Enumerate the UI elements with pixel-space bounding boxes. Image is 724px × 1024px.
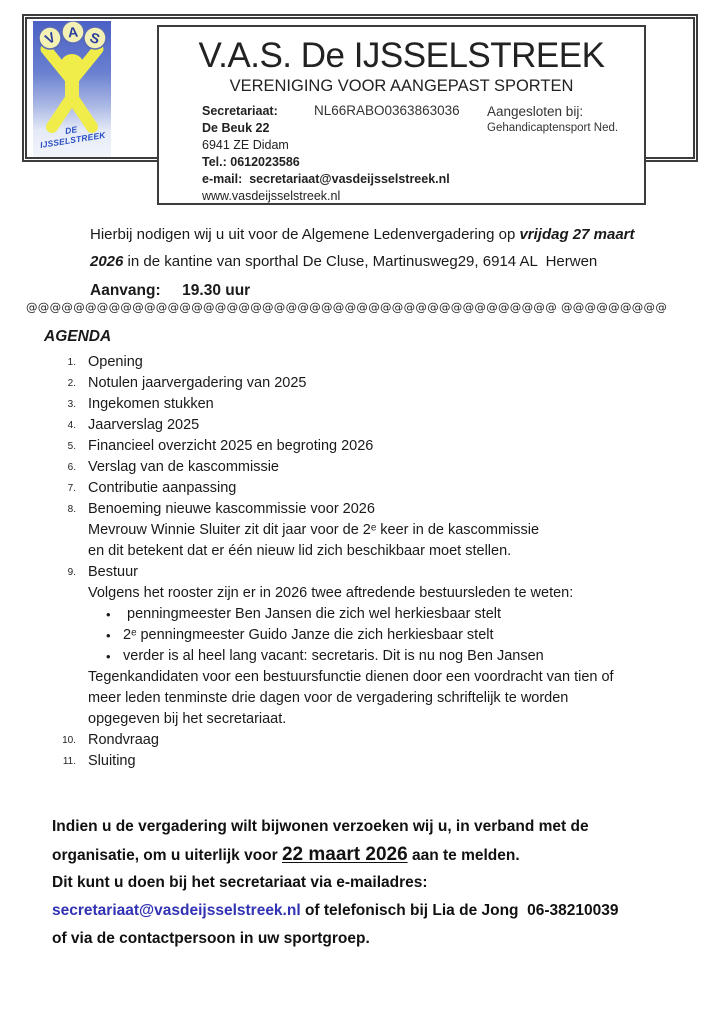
closing-line-3: Dit kunt u doen bij het secretariaat via e-mailadres: xyxy=(52,874,428,891)
logo-letter-a: A xyxy=(67,23,79,41)
agenda-item-9-bullet-3 xyxy=(0,646,724,667)
secretariat-label: Secretariaat: xyxy=(202,104,278,118)
secretariat-city: 6941 ZE Didam xyxy=(202,137,289,152)
agenda-heading: AGENDA xyxy=(44,328,112,345)
bullet-icon: • xyxy=(106,628,111,643)
meeting-date-part1: vrijdag 27 maart xyxy=(519,226,635,243)
agenda-item-3 xyxy=(0,394,724,415)
item-text: Notulen jaarvergadering van 2025 xyxy=(88,375,307,391)
iban-number: NL66RABO0363863036 xyxy=(314,103,460,118)
agenda-item-10 xyxy=(0,730,724,751)
closing-text: aan te melden. xyxy=(407,847,520,864)
agenda-item-11 xyxy=(0,751,724,772)
item-text: Tegenkandidaten voor een bestuursfunctie dienen door een voordracht van tien of xyxy=(88,669,614,685)
affiliation-value: Gehandicaptensport Ned. xyxy=(487,122,619,134)
invitation-text: Hierbij nodigen wij u uit voor de Algemene Ledenvergadering op xyxy=(90,226,520,243)
agenda-item-9-bullet-2 xyxy=(0,625,724,646)
item-text: Jaarverslag 2025 xyxy=(88,417,200,433)
secretariat-phone: Tel.: 0612023586 xyxy=(202,154,300,169)
letterhead-box xyxy=(157,25,646,205)
affiliation-block xyxy=(487,103,618,137)
item-text: opgegeven bij het secretariaat. xyxy=(88,711,287,727)
item-number: 10. xyxy=(62,735,76,746)
closing-text: organisatie, om u uiterlijk voor xyxy=(52,847,282,864)
item-text: Contributie aanpassing xyxy=(88,480,237,496)
agenda-item-9 xyxy=(0,562,724,583)
agenda-item-6 xyxy=(0,457,724,478)
item-number: 1. xyxy=(67,357,76,368)
agenda-item-9-note-1 xyxy=(0,583,724,604)
item-text: Sluiting xyxy=(88,753,136,769)
meeting-date-part2: 2026 xyxy=(90,253,124,270)
start-time-line: Aanvang: 19.30 uur xyxy=(90,282,251,299)
agenda-list xyxy=(0,352,724,772)
item-text: Benoeming nieuwe kascommissie voor 2026 xyxy=(88,501,375,517)
affiliation-label: Aangesloten bij: xyxy=(487,104,584,119)
registration-deadline: 22 maart 2026 xyxy=(281,844,408,865)
closing-line-1: Indien u de vergadering wilt bijwonen verzoeken wij u, in verband met de xyxy=(52,818,589,835)
logo-letter-v: V xyxy=(42,28,58,48)
secretariat-website: www.vasdeijsselstreek.nl xyxy=(202,188,341,203)
secretariat-email: e-mail: secretariaat@vasdeijsselstreek.nl xyxy=(202,171,450,186)
item-text: meer leden tenminste drie dagen voor de vergadering schriftelijk te worden xyxy=(88,690,569,706)
meeting-location: in de kantine van sporthal De Cluse, Martinusweg29, 6914 AL Herwen xyxy=(123,253,598,270)
at-sign-divider: @@@@@@@@@@@@@@@@@@@@@@@@@@@@@@@@@@@@@@@@@@@@@ @@@@@@@@@ xyxy=(26,300,668,314)
agenda-item-9-note-3 xyxy=(0,688,724,709)
club-logo xyxy=(33,21,111,157)
figure-head xyxy=(60,54,84,78)
logo-caption: DE IJSSELSTREEK xyxy=(39,124,107,151)
item-number: 9. xyxy=(67,567,76,578)
item-text: Verslag van de kascommissie xyxy=(88,459,279,475)
item-text: Financieel overzicht 2025 en begroting 2026 xyxy=(88,438,374,454)
item-number: 6. xyxy=(67,462,76,473)
invitation-paragraph xyxy=(90,221,690,275)
item-text: Volgens het rooster zijn er in 2026 twee aftredende bestuursleden te weten: xyxy=(88,585,574,601)
invitation-line-2 xyxy=(90,248,690,275)
agenda-item-9-note-2 xyxy=(0,667,724,688)
club-subtitle: VERENIGING VOOR AANGEPAST SPORTEN xyxy=(229,77,574,95)
secretariat-street: De Beuk 22 xyxy=(202,120,270,135)
item-number: 5. xyxy=(67,441,76,452)
item-text: penningmeester Ben Jansen die zich wel herkiesbaar stelt xyxy=(123,606,502,622)
item-text: Rondvraag xyxy=(88,732,159,748)
agenda-item-8 xyxy=(0,499,724,520)
agenda-item-4 xyxy=(0,415,724,436)
bullet-icon: • xyxy=(106,649,111,664)
invitation-line-1 xyxy=(90,221,690,248)
item-number: 4. xyxy=(67,420,76,431)
closing-line-4 xyxy=(52,897,712,925)
item-number: 3. xyxy=(67,399,76,410)
item-number: 7. xyxy=(67,483,76,494)
agenda-item-8-note-2 xyxy=(0,541,724,562)
club-title: V.A.S. De IJSSELSTREEK xyxy=(198,36,605,75)
item-number: 11. xyxy=(62,756,76,767)
agenda-item-8-note-1 xyxy=(0,520,724,541)
agenda-item-9-bullet-1 xyxy=(0,604,724,625)
logo-letter-s: S xyxy=(87,28,103,48)
item-text: 2ᵉ penningmeester Guido Janze die zich herkiesbaar stelt xyxy=(123,627,494,643)
phone-contact-text: of telefonisch bij Lia de Jong 06-38210039 xyxy=(300,902,619,919)
registration-paragraph xyxy=(52,813,712,953)
item-text: Opening xyxy=(88,354,143,370)
closing-line-5: of via de contactpersoon in uw sportgroep. xyxy=(52,930,370,947)
item-text: Ingekomen stukken xyxy=(88,396,214,412)
secretariat-block xyxy=(202,103,450,204)
item-text: Mevrouw Winnie Sluiter zit dit jaar voor de 2ᵉ keer in de kascommissie xyxy=(88,522,540,538)
agenda-item-5 xyxy=(0,436,724,457)
item-number: 8. xyxy=(67,504,76,515)
item-text: en dit betekent dat er één nieuw lid zich beschikbaar moet stellen. xyxy=(88,543,512,559)
item-text: verder is al heel lang vacant: secretaris. Dit is nu nog Ben Jansen xyxy=(123,648,544,664)
secretariat-email-link[interactable]: secretariaat@vasdeijsselstreek.nl xyxy=(52,902,301,919)
agenda-item-9-note-4 xyxy=(0,709,724,730)
item-text: Bestuur xyxy=(88,564,138,580)
agenda-item-7 xyxy=(0,478,724,499)
agenda-item-2 xyxy=(0,373,724,394)
bullet-icon: • xyxy=(106,607,111,622)
closing-line-2 xyxy=(52,841,712,869)
agenda-item-1 xyxy=(0,352,724,373)
vas-letter-circles xyxy=(35,21,109,53)
item-number: 2. xyxy=(67,378,76,389)
